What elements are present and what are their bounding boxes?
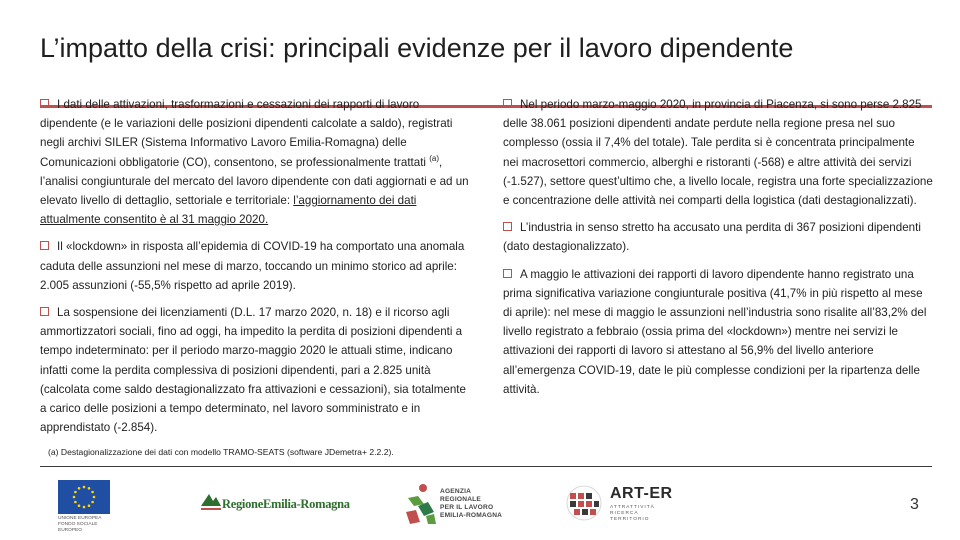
bullet-icon [40, 99, 49, 108]
paragraph-industria [503, 218, 933, 256]
paragraph-text: A maggio le attivazioni dei rapporti di lavoro dipendente hanno registrato una prima significativa variazione congiunturale positiva (41,7% in più rispetto al mese di aprile): nel mese di maggio le assunzioni nell’industria sono risalite all’83,2% del livello registrato a febbraio (ossia prima del «lockdown») mentre nei servizi le attivazioni dei rapporti di lavoro si attestano al 56,9% del livello anteriore all’emergenza COVID-19, date le più complesse condizioni per la ripartenza delle attività. [503, 267, 927, 396]
paragraph-text: Il «lockdown» in risposta all’epidemia di COVID-19 ha comportato una anomala caduta delle assunzioni nel mese di marzo, toccando un minimo storico ad aprile: 2.005 assunzioni (-55,5% rispetto ad aprile 2019). [40, 240, 465, 292]
paragraph-licenziamenti [40, 303, 472, 437]
agenzia-line: AGENZIA [440, 488, 472, 495]
paragraph-siler [40, 95, 472, 229]
page-number: 3 [910, 496, 919, 513]
paragraph-piacenza [503, 95, 933, 210]
arter-tagline [610, 505, 655, 523]
paragraph-maggio [503, 265, 933, 399]
arter-name: ART-ER [610, 485, 673, 502]
paragraph-text: L’industria in senso stretto ha accusato una perdita di 367 posizioni dipendenti (dato destagionalizzato). [503, 221, 921, 254]
agenzia-logo [400, 482, 510, 528]
agenzia-line: PER IL LAVORO [440, 504, 494, 511]
regione-name: RegioneEmilia-Romagna [222, 497, 350, 511]
bullet-icon [503, 269, 512, 278]
right-column [503, 95, 933, 407]
agenzia-line: REGIONALE [440, 496, 481, 503]
slide-title: L’impatto della crisi: principali evidenze per il lavoro dipendente [40, 33, 794, 63]
eu-logo [58, 480, 118, 533]
paragraph-text: Nel periodo marzo-maggio 2020, in provincia di Piacenza, si sono perse 2.825 delle 38.061 posizioni dipendenti andate perdute nella regione presa nel suo complesso (ossia il 7,4% del totale). Tale perdita si è concentrata principalmente nei macrosettori commercio, alberghi e ristoranti (-568) e altre attività dei servizi (-1.527), settore quest’ultimo che, a livello locale, registra una forte specializzazione e concentrazione delle attività nei comparti della logistica (dati destagionalizzati). [503, 98, 933, 208]
bullet-icon [503, 99, 512, 108]
regione-mark-icon [200, 490, 222, 512]
paragraph-lockdown [40, 237, 472, 295]
arter-tag-line: TERRITORIO [610, 517, 650, 522]
paragraph-text: La sospensione dei licenziamenti (D.L. 17 marzo 2020, n. 18) e il ricorso agli ammortizzatori sociali, fino ad oggi, ha impedito la perdita di posizioni dipendenti a tempo indeterminato: per il periodo marzo-maggio 2020 le attuali stime, indicano infatti come la perdita complessiva di posizioni dipendenti, pari a 2.825 unità (calcolata come saldo destagionalizzato fra attivazioni e cessazioni), sia totalmente a carico delle posizioni a tempo determinato, nel lavoro somministrato e in apprendistato (-2.854). [40, 306, 466, 435]
paragraph-text: , l’analisi congiunturale del mercato del lavoro dipendente con dati aggiornati e ad un elevato livello di dettaglio, settoriale e territoriale: [40, 155, 469, 208]
left-column [40, 95, 472, 445]
bullet-icon [40, 307, 49, 316]
arter-tag-line: RICERCA [610, 511, 639, 516]
paragraph-text: I dati delle attivazioni, trasformazioni e cessazioni dei rapporti di lavoro dipendente (e le variazioni delle posizioni dipendenti calcolate a saldo), registrati negli archivi SILER (Sistema Informativo Lavoro Emilia-Romagna) delle Comunicazioni obbligatorie (CO), consentono, se professionalmente trattati [40, 98, 453, 169]
arter-tag-line: ATTRATTIVITÀ [610, 505, 655, 510]
arter-logo [565, 484, 725, 524]
eu-flag-icon [58, 480, 110, 514]
bullet-icon [40, 241, 49, 250]
paragraph-underlined: l’aggiornamento dei dati attualmente consentito è al 31 maggio 2020. [40, 194, 417, 227]
regione-logo [200, 488, 350, 518]
arter-mark-icon [565, 484, 603, 522]
agenzia-name [440, 488, 502, 520]
footer-divider [40, 466, 932, 467]
agenzia-line: EMILIA-ROMAGNA [440, 512, 503, 519]
bullet-icon [503, 222, 512, 231]
footnote-ref: (a) [429, 153, 440, 163]
agenzia-mark-icon [400, 482, 440, 526]
footnote: (a) Destagionalizzazione dei dati con modello TRAMO-SEATS (software JDemetra+ 2.2.2). [48, 447, 394, 457]
eu-caption: UNIONE EUROPEA FONDO SOCIALE EUROPEO [58, 516, 102, 533]
